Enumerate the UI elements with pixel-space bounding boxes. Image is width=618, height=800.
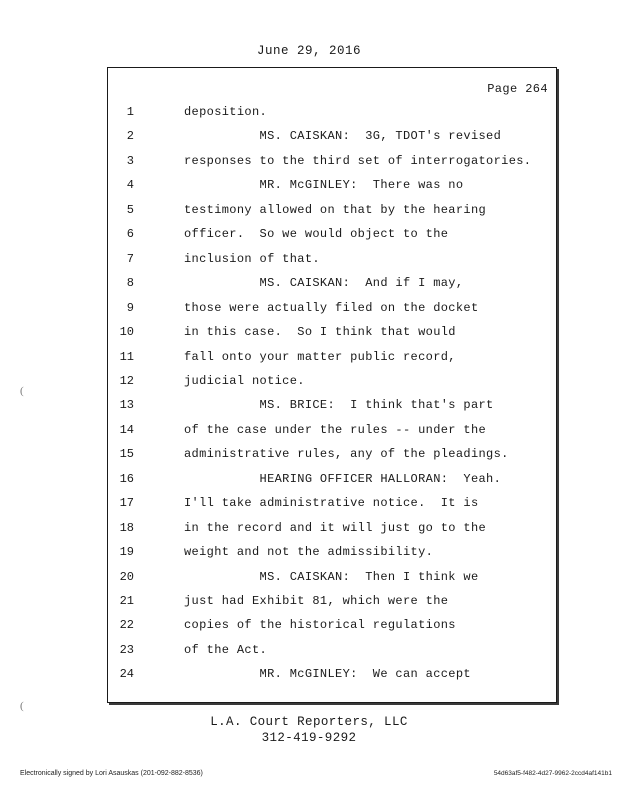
line-number: 11 [119,349,134,364]
line-text: HEARING OFFICER HALLORAN: Yeah. [184,471,502,486]
line-text: of the Act. [184,642,268,657]
line-number: 19 [119,545,134,560]
line-number: 21 [119,594,134,608]
line-number: 5 [126,202,134,217]
line-number: 2 [126,129,134,144]
line-number: 10 [119,325,134,340]
line-number: 12 [119,373,134,388]
line-number: 13 [119,398,134,413]
line-text: deposition. [184,105,268,119]
esignature-id: 54d63af5-f482-4d27-9962-2ccd4af141b1 [493,770,612,777]
line-number: 9 [126,300,134,315]
line-text: MS. BRICE: I think that's part [184,398,494,413]
line-text: judicial notice. [184,373,305,388]
scan-mark: ( [20,385,24,397]
line-text: those were actually filed on the docket [184,300,479,315]
footer-company: L.A. Court Reporters, LLC [210,715,408,729]
line-text: MR. McGINLEY: We can accept [184,667,471,682]
line-number: 18 [119,520,134,535]
line-number: 3 [126,153,134,168]
line-text: testimony allowed on that by the hearing [184,202,487,217]
line-number: 16 [119,471,134,486]
line-text: just had Exhibit 81, which were the [184,594,449,608]
page-number: Page 264 [487,82,548,96]
line-number: 4 [126,178,134,193]
line-text: of the case under the rules -- under the [184,422,487,437]
line-number: 24 [119,667,134,682]
line-text: copies of the historical regulations [184,618,456,633]
line-text: officer. So we would object to the [184,227,449,242]
line-number: 23 [119,642,134,657]
line-number: 14 [119,422,134,437]
line-text: MS. CAISKAN: Then I think we [184,569,479,584]
line-text: in the record and it will just go to the [184,520,487,535]
line-number: 17 [119,496,134,511]
line-text: MS. CAISKAN: 3G, TDOT's revised [184,129,502,144]
line-number: 1 [126,105,134,119]
footer-phone: 312-419-9292 [261,731,357,745]
transcript-page-frame [107,67,557,703]
line-text: fall onto your matter public record, [184,349,456,364]
line-number: 8 [126,276,134,291]
line-number: 22 [119,618,134,633]
esignature-left: Electronically signed by Lori Asauskas (201-092-882-8536) [20,770,203,777]
line-text: administrative rules, any of the pleadings. [184,447,509,462]
line-number: 20 [119,569,134,584]
scan-mark: ( [20,700,24,712]
line-text: weight and not the admissibility. [184,545,434,560]
line-number: 6 [126,227,134,242]
transcript-date: June 29, 2016 [256,44,362,58]
line-text: in this case. So I think that would [184,325,456,340]
line-number: 7 [126,251,134,266]
line-text: MS. CAISKAN: And if I may, [184,276,464,291]
line-text: MR. McGINLEY: There was no [184,178,464,193]
line-text: responses to the third set of interrogatories. [184,153,532,168]
line-text: inclusion of that. [184,251,320,266]
line-number: 15 [119,447,134,462]
line-text: I'll take administrative notice. It is [184,496,479,511]
